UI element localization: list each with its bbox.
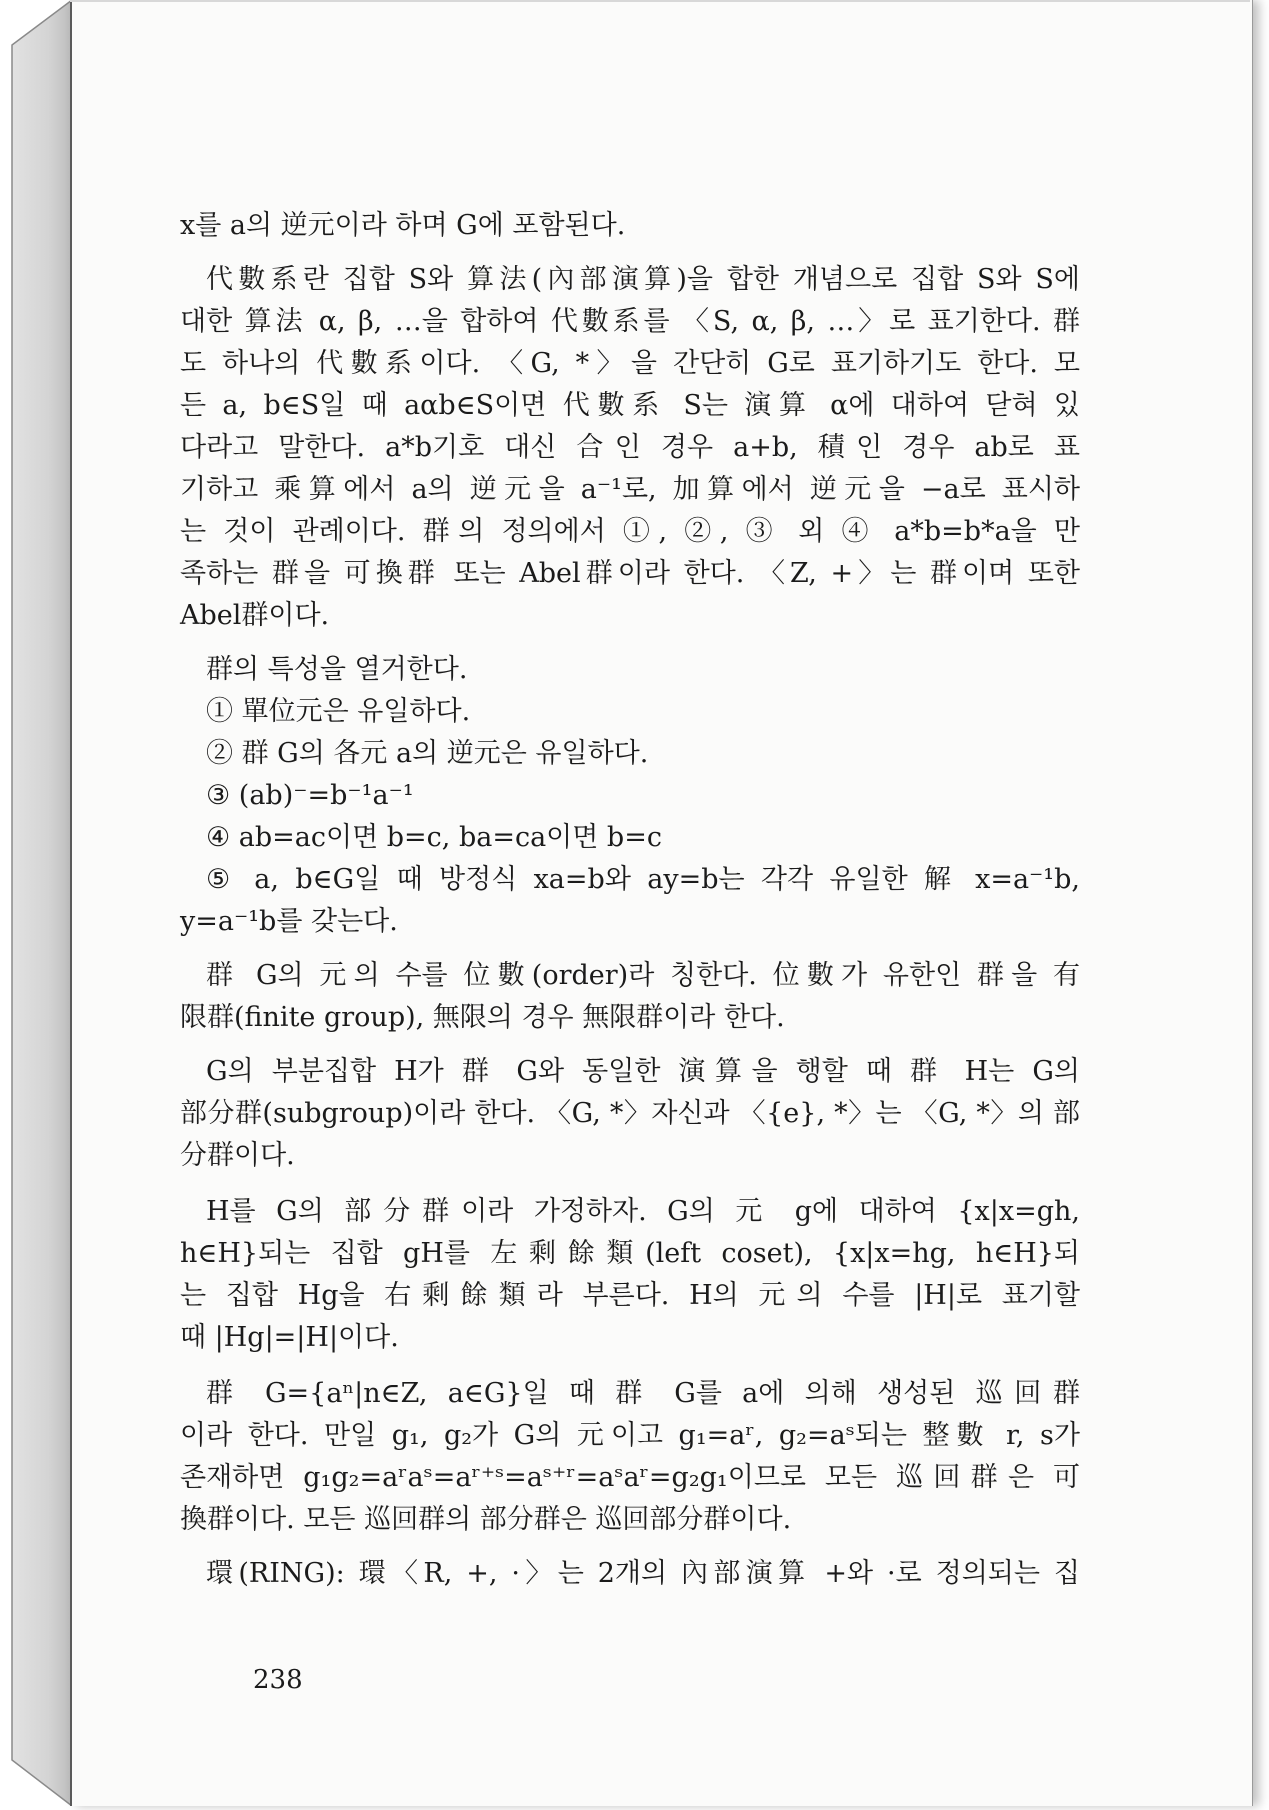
text-line: 群 G의 元의 수를 位數(order)라 칭한다. 位數가 유한인 群을 有 [206,960,1080,991]
text-line: 代數系란 집합 S와 算法(內部演算)을 합한 개념으로 집합 S와 S에 [206,264,1080,295]
list-item: ② 群 G의 各元 a의 逆元은 유일하다. [206,738,649,769]
text-line: 든 a, b∈S일 때 aαb∈S이면 代數系 S는 演算 α에 대하여 닫혀 있 [180,390,1080,421]
text-line: 도 하나의 代數系이다. 〈G, *〉을 간단히 G로 표기하기도 한다. 모 [180,348,1080,379]
page-top-edge [70,0,1250,2]
text-line: H를 G의 部分群이라 가정하자. G의 元 g에 대하여 {x|x=gh, [206,1196,1080,1227]
text-line: 기하고 乘算에서 a의 逆元을 a⁻¹로, 加算에서 逆元을 −a로 표시하 [180,474,1080,505]
text-line: 는 것이 관례이다. 群의 정의에서 ①, ②, ③ 외 ④ a*b=b*a을 만 [180,516,1080,547]
list-item: ⑤ a, b∈G일 때 방정식 xa=b와 ay=b는 각각 유일한 解 x=a⁻¹b, [206,864,1080,895]
text-line: 環(RING): 環〈R, +, ·〉는 2개의 內部演算 +와 ·로 정의되는 집 [206,1558,1080,1589]
text-line: 換群이다. 모든 巡回群의 部分群은 巡回部分群이다. [180,1504,792,1535]
text-line: 限群(finite group), 無限의 경우 無限群이라 한다. [180,1002,785,1033]
text-line: x를 a의 逆元이라 하며 G에 포함된다. [180,210,626,241]
text-line: 部分群(subgroup)이라 한다. 〈G, *〉자신과 〈{e}, *〉는 〈G, *〉의 部 [180,1098,1080,1129]
text-line: 대한 算法 α, β, …을 합하여 代數系를 〈S, α, β, …〉로 표기한다. 群 [180,306,1080,337]
text-line: Abel群이다. [180,600,330,631]
text-line: 分群이다. [180,1140,295,1171]
list-item: ① 單位元은 유일하다. [206,696,471,727]
list-item: ③ (ab)⁻=b⁻¹a⁻¹ [206,780,414,811]
text-line: 群 G={aⁿ|n∈Z, a∈G}일 때 群 G를 a에 의해 생성된 巡回群 [206,1378,1080,1409]
text-line: y=a⁻¹b를 갖는다. [180,906,398,937]
text-line: h∈H}되는 집합 gH를 左剩餘類(left coset), {x|x=hg, h∈H}되 [180,1238,1080,1269]
text-line: G의 부분집합 H가 群 G와 동일한 演算을 행할 때 群 H는 G의 [206,1056,1080,1087]
list-item: ④ ab=ac이면 b=c, ba=ca이면 b=c [206,822,662,853]
text-line: 다라고 말한다. a*b기호 대신 合인 경우 a+b, 積인 경우 ab로 표 [180,432,1080,463]
text-line: 는 집합 Hg을 右剩餘類라 부른다. H의 元의 수를 |H|로 표기할 [180,1280,1080,1311]
text-line: 족하는 群을 可換群 또는 Abel群이라 한다. 〈Z, +〉는 群이며 또한 [180,558,1080,589]
book-spine [0,0,75,1806]
text-line: 群의 특성을 열거한다. [206,654,468,685]
text-line: 이라 한다. 만일 g₁, g₂가 G의 元이고 g₁=aʳ, g₂=aˢ되는 整數 r, s가 [180,1420,1080,1451]
text-line: 때 |Hg|=|H|이다. [180,1322,399,1353]
page-text [180,205,1080,1595]
text-line: 존재하면 g₁g₂=aʳaˢ=aʳ⁺ˢ=aˢ⁺ʳ=aˢaʳ=g₂g₁이므로 모든 巡回群은 可 [180,1462,1080,1493]
page-number: 238 [253,1665,303,1695]
